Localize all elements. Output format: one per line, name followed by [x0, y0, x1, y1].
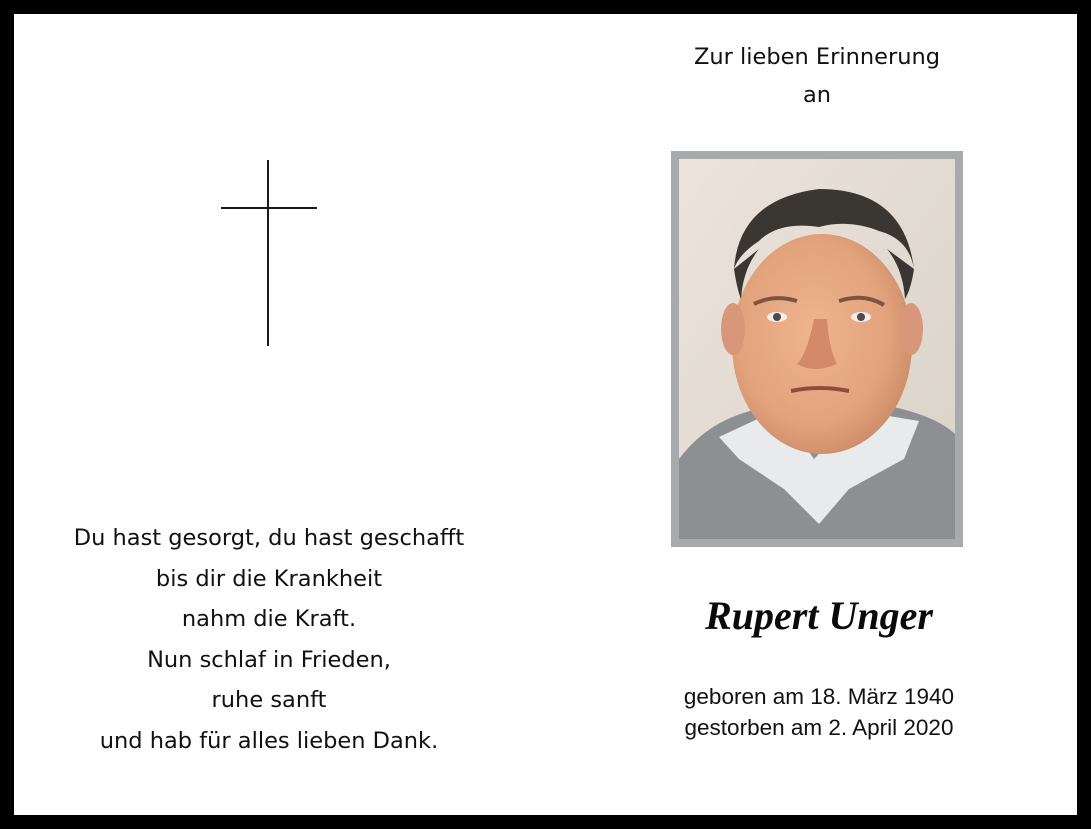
verse-line: nahm die Kraft. [181, 606, 357, 632]
memorial-verse [54, 518, 484, 761]
portrait-frame [671, 151, 963, 547]
portrait-photo [679, 159, 955, 539]
life-dates [654, 681, 984, 743]
cross-icon [221, 160, 317, 346]
heading-line-1: Zur lieben Erinnerung [693, 44, 941, 70]
deceased-name: Rupert Unger [705, 593, 933, 638]
remembrance-heading [654, 38, 980, 114]
verse-line: Du hast gesorgt, du hast geschafft [73, 525, 465, 551]
heading-line-2: an [802, 82, 832, 108]
verse-line: und hab für alles lieben Dank. [99, 727, 439, 754]
verse-line: ruhe sanft [211, 687, 327, 713]
death-date: gestorben am 2. April 2020 [684, 715, 954, 740]
memorial-card [14, 14, 1077, 815]
verse-line: bis dir die Krankheit [155, 565, 383, 592]
birth-date: geboren am 18. März 1940 [683, 684, 955, 709]
verse-line: Nun schlaf in Frieden, [147, 646, 391, 673]
